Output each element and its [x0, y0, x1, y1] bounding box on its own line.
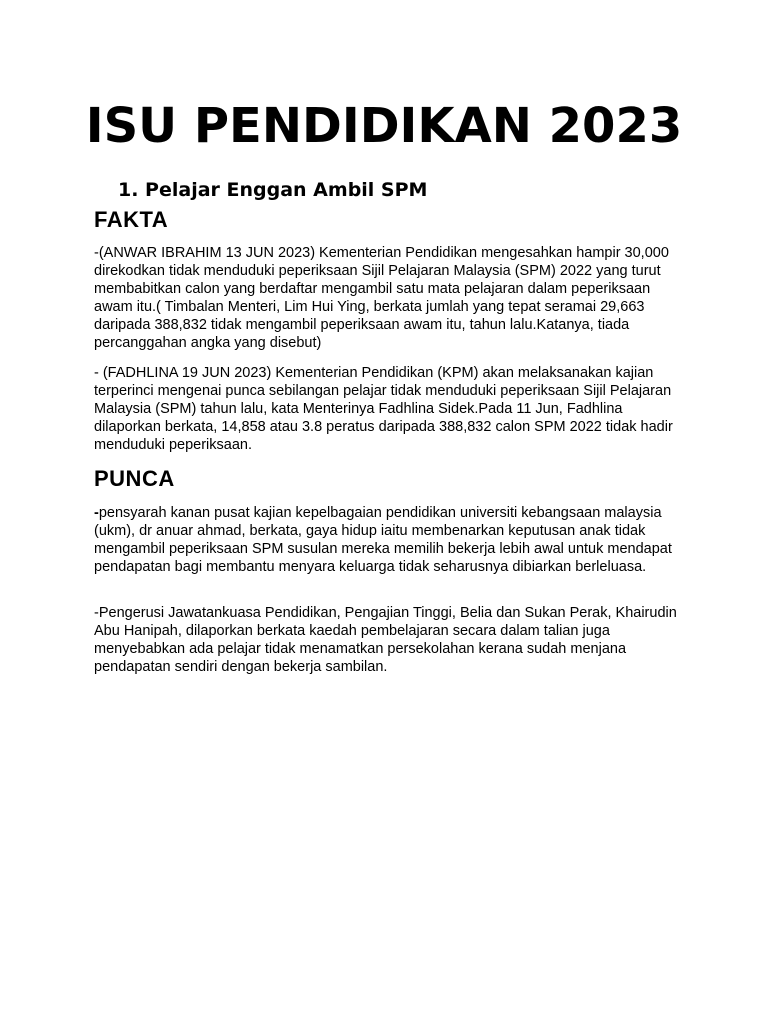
page-title: ISU PENDIDIKAN 2023	[85, 98, 683, 154]
fakta-heading: FAKTA	[94, 207, 169, 232]
punca-paragraph-1-dash: -	[94, 505, 99, 521]
punca-paragraph-1	[94, 504, 680, 576]
fakta-paragraph-1: -(ANWAR IBRAHIM 13 JUN 2023) Kementerian Pendidikan mengesahkan hampir 30,000 direkodkan tidak menduduki peperiksaan Sijil Pelajaran Malaysia (SPM) 2022 yang turut membabitkan calon yang berdaftar mengambil satu mata pelajaran dalam peperiksaan awam itu.( Timbalan Menteri, Lim Hui Ying, berkata jumlah yang tepat seramai 29,663 daripada 388,832 tidak mengambil peperiksaan awam itu, tahun lalu.Katanya, tiada percanggahan angka yang disebut)	[94, 245, 669, 351]
punca-paragraph-2: -Pengerusi Jawatankuasa Pendidikan, Pengajian Tinggi, Belia dan Sukan Perak, Khairudin Abu Hanipah, dilaporkan berkata kaedah pembelajaran secara dalam talian juga menyebabkan ada pelajar tidak menamatkan persekolahan kerana sudah menjana pendapatan sendiri dengan bekerja sambilan.	[94, 605, 677, 675]
punca-paragraph-1-text: pensyarah kanan pusat kajian kepelbagaian pendidikan universiti kebangsaan malaysia (ukm), dr anuar ahmad, berkata, gaya hidup iaitu membenarkan keputusan anak tidak mengambil peperiksaan SPM susulan mereka memilih bekerja lebih awal untuk mendapat pendapatan bagi membantu menyara keluarga tidak seharusnya dibiarkan berleluasa.	[94, 505, 672, 575]
fakta-paragraph-2: - (FADHLINA 19 JUN 2023) Kementerian Pendidikan (KPM) akan melaksanakan kajian terperinci mengenai punca sebilangan pelajar tidak menduduki peperiksaan Sijil Pelajaran Malaysia (SPM) tahun lalu, kata Menterinya Fadhlina Sidek.Pada 11 Jun, Fadhlina dilaporkan berkata, 14,858 atau 3.8 peratus daripada 388,832 calon SPM 2022 tidak hadir menduduki peperiksaan.	[94, 365, 673, 453]
section-subheading: 1. Pelajar Enggan Ambil SPM	[118, 179, 428, 201]
punca-heading: PUNCA	[94, 466, 175, 491]
